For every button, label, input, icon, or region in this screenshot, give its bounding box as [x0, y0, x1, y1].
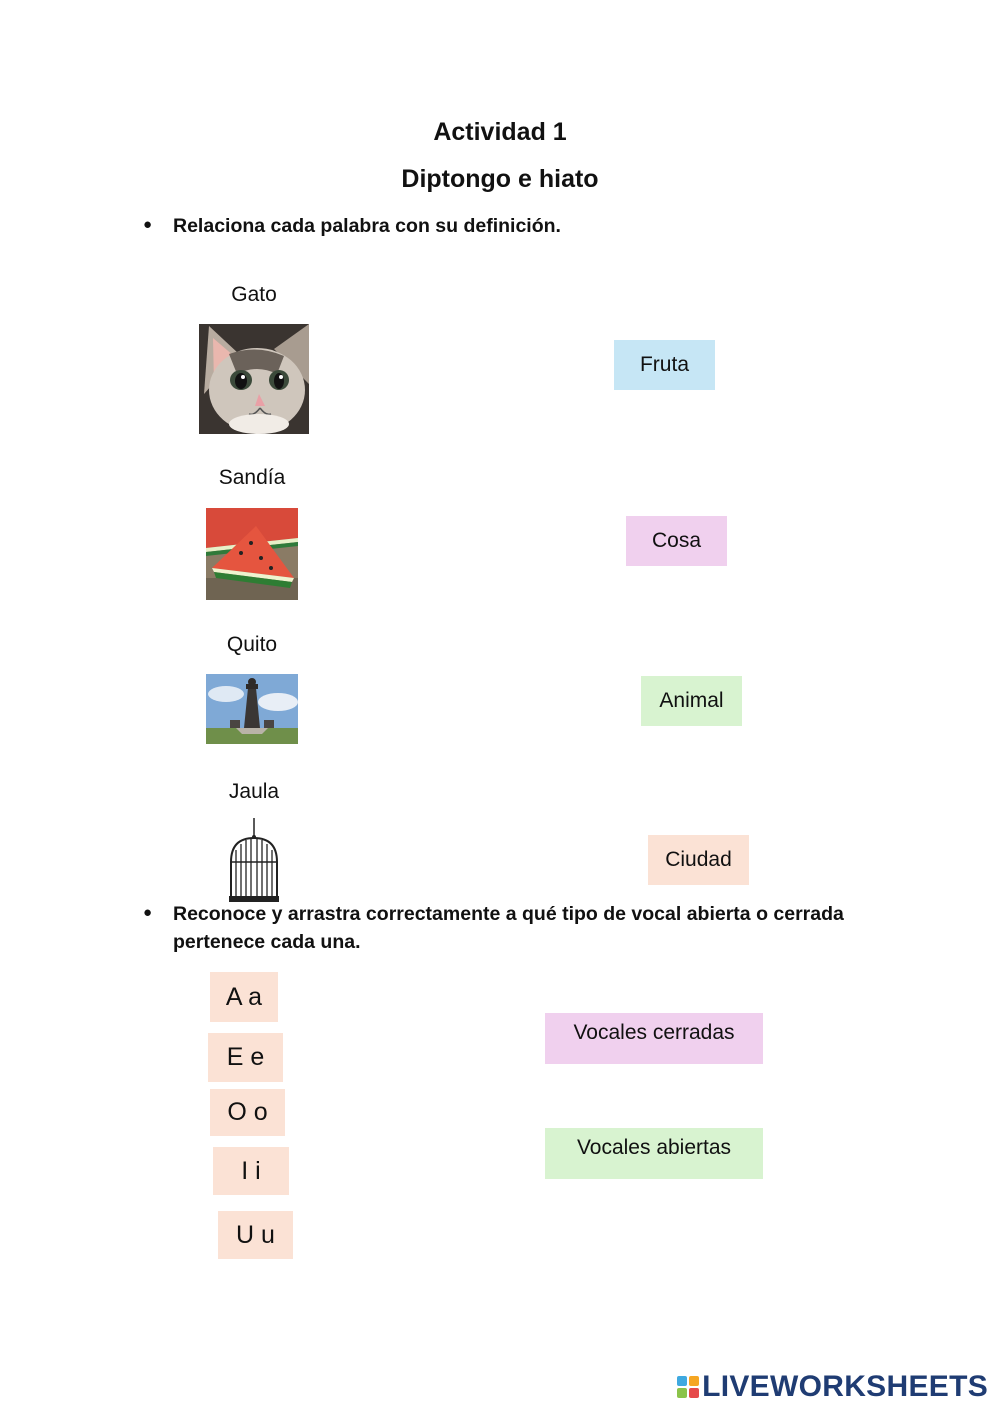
- vowel-e[interactable]: E e: [208, 1033, 283, 1082]
- definition-fruta-label: Fruta: [639, 353, 689, 376]
- word-gato: Gato: [231, 283, 277, 306]
- vowel-i[interactable]: I i: [213, 1147, 289, 1195]
- target-vocales-cerradas-label: Vocales cerradas: [573, 1021, 735, 1044]
- page-title: Actividad 1: [433, 118, 567, 146]
- bullet-1: ●: [143, 216, 153, 233]
- cat-image: [199, 324, 309, 434]
- definition-ciudad[interactable]: [648, 835, 749, 885]
- word-quito: Quito: [226, 633, 278, 656]
- vowel-a[interactable]: A a: [210, 972, 278, 1022]
- vowel-o[interactable]: O o: [210, 1089, 285, 1136]
- vowel-u[interactable]: U u: [218, 1211, 293, 1259]
- instruction-2: Reconoce y arrastra correctamente a qué tipo de vocal abierta o cerrada pertenece cada una.: [173, 903, 844, 953]
- watermelon-image: [206, 508, 298, 600]
- liveworksheets-logo-icon: [677, 1376, 699, 1398]
- word-sandia: Sandía: [218, 466, 286, 489]
- liveworksheets-logo-text: LIVEWORKSHEETS: [702, 1370, 988, 1403]
- liveworksheets-logo: [677, 1370, 988, 1404]
- target-vocales-abiertas[interactable]: [545, 1128, 763, 1179]
- quito-monument-image: [206, 674, 298, 744]
- definition-ciudad-label: Ciudad: [665, 848, 732, 871]
- definition-fruta[interactable]: [614, 340, 715, 390]
- word-jaula: Jaula: [228, 780, 280, 803]
- birdcage-image: [226, 818, 282, 904]
- definition-animal[interactable]: [641, 676, 742, 726]
- instruction-1: Relaciona cada palabra con su definición.: [173, 215, 561, 237]
- definition-cosa-label: Cosa: [651, 529, 702, 552]
- target-vocales-abiertas-label: Vocales abiertas: [576, 1136, 732, 1159]
- page-subtitle: Diptongo e hiato: [401, 165, 599, 193]
- bullet-2: ●: [143, 904, 153, 921]
- target-vocales-cerradas[interactable]: [545, 1013, 763, 1064]
- definition-animal-label: Animal: [659, 689, 724, 712]
- definition-cosa[interactable]: [626, 516, 727, 566]
